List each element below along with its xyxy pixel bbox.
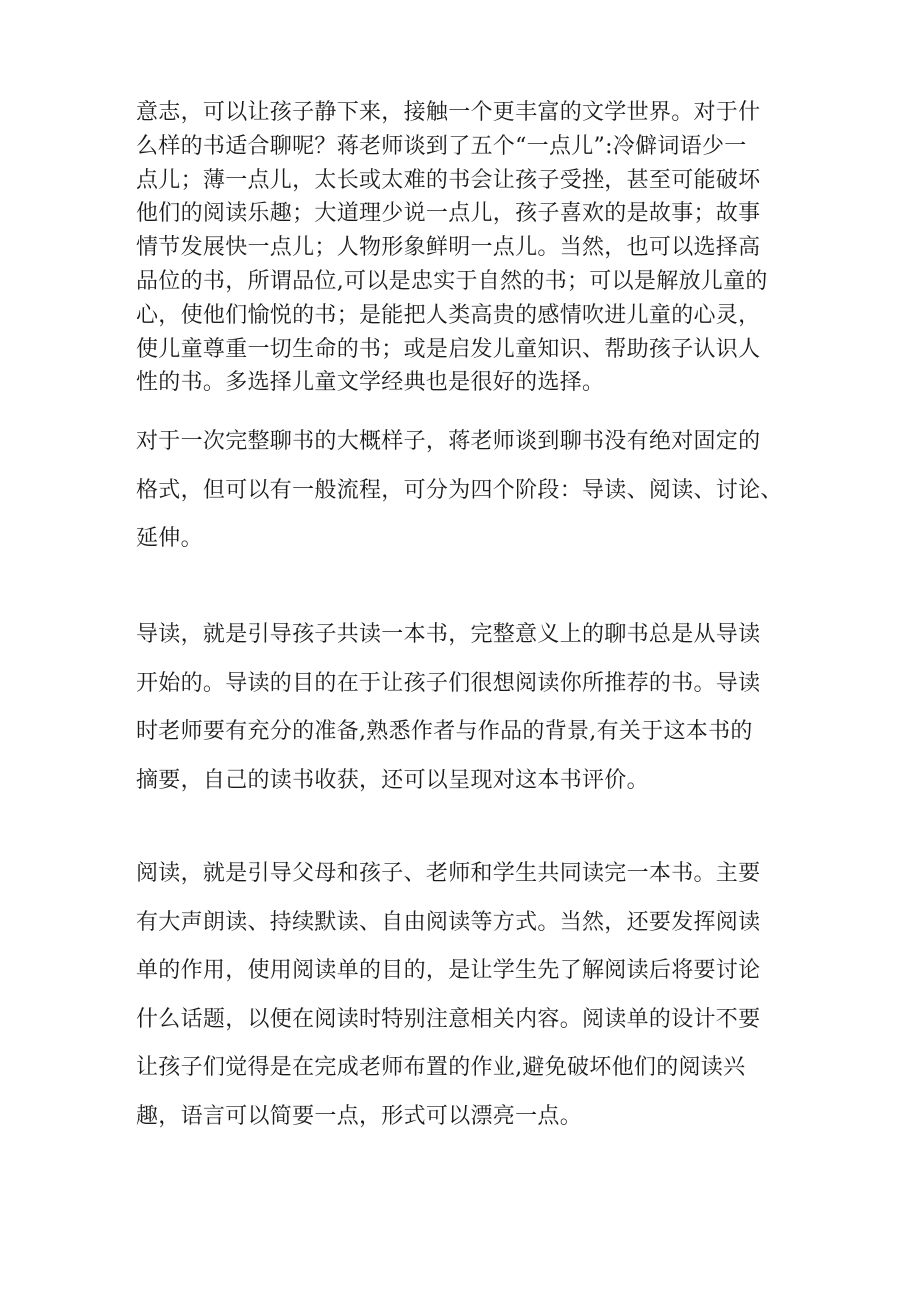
paragraph-four-stages: 对于一次完整聊书的大概样子，蒋老师谈到聊书没有绝对固定的 格式，但可以有一般流程，可分为四个阶段：导读、阅读、讨论、 延伸。	[136, 429, 783, 552]
paragraph-book-selection: 意志，可以让孩子静下来，接触一个更丰富的文学世界。对于什 么样的书适合聊呢？蒋老师谈到了五个“一点儿”:冷僻词语少一 点儿；薄一点儿，太长或太难的书会让孩子受挫，甚至可能破坏 他们的阅读乐趣；大道理少说一点儿，孩子喜欢的是故事；故事 情节发展快一点儿；人物形象鲜明一点儿。当然，也可以选择高 品位的书，所谓品位,可以是忠实于自然的书；可以是解放儿童的 心，使他们愉悦的书；是能把人类高贵的感情吹进儿童的心灵， 使儿童尊重一切生命的书；或是启发儿童知识、帮助孩子认识人 性的书。多选择儿童文学经典也是很好的选择。	[136, 100, 768, 396]
paragraph-guided-reading: 导读，就是引导孩子共读一本书，完整意义上的聊书总是从导读 开始的。导读的目的在于让孩子们很想阅读你所推荐的书。导读 时老师要有充分的准备,熟悉作者与作品的背景,有关于这本书的 摘要，自己的读书收获，还可以呈现对这本书评价。	[136, 622, 761, 793]
paragraph-reading: 阅读，就是引导父母和孩子、老师和学生共同读完一本书。主要 有大声朗读、持续默读、自由阅读等方式。当然，还要发挥阅读 单的作用，使用阅读单的目的，是让学生先了解阅读后将要讨论 什么话题，以便在阅读时特别注意相关内容。阅读单的设计不要 让孩子们觉得是在完成老师布置的作业,避免破坏他们的阅读兴 趣，语言可以简要一点，形式可以漂亮一点。	[136, 861, 761, 1129]
